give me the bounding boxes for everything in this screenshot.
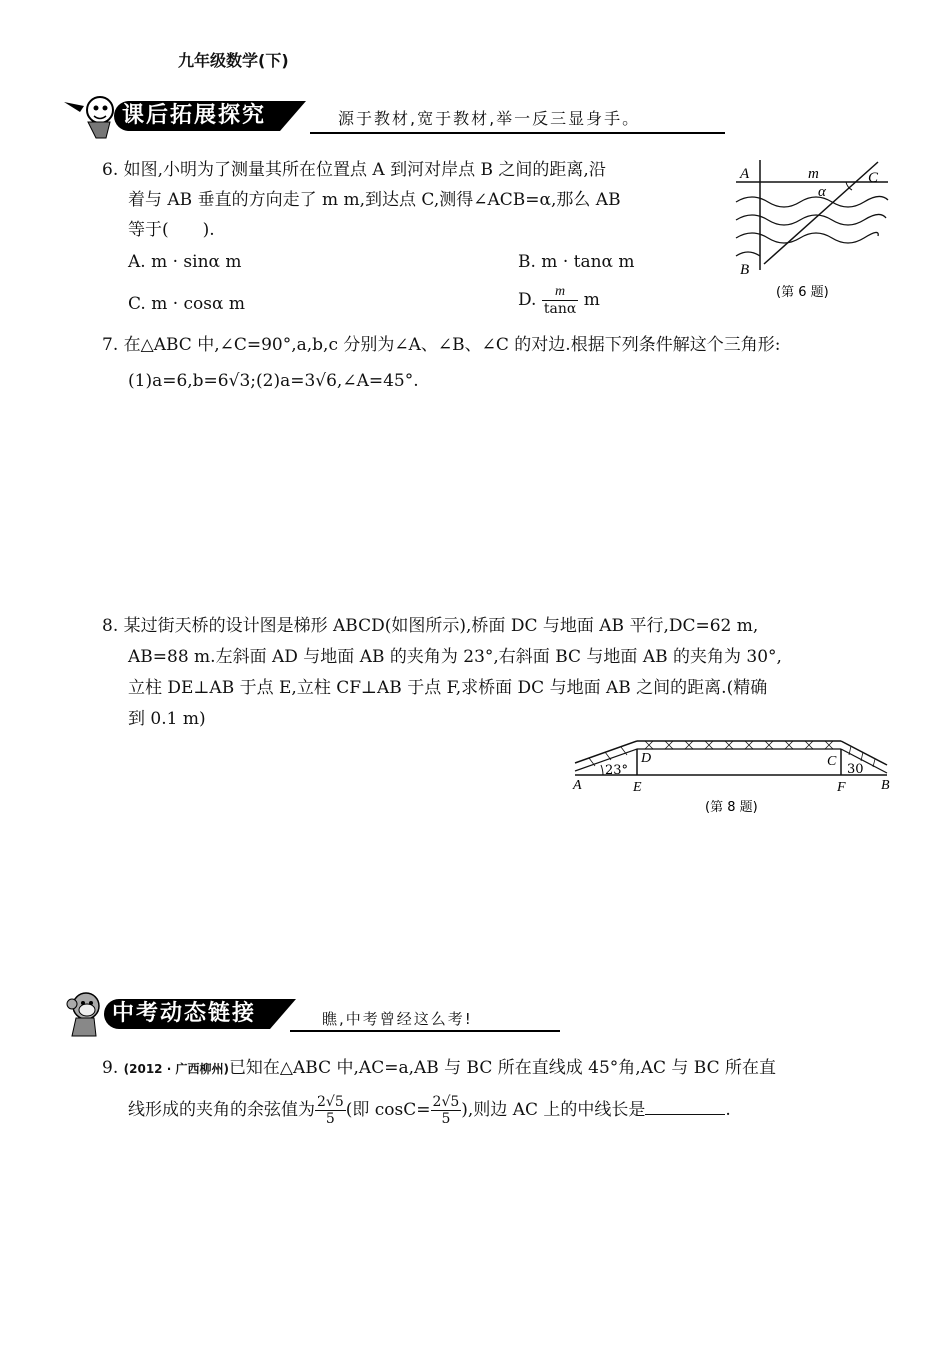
fig8-label-E: E (633, 780, 642, 795)
q9-text2c: ),则边 AC 上的中线长是 (461, 1100, 646, 1120)
page-header: 九年级数学(下) (178, 51, 289, 70)
q9-line1 (102, 1056, 776, 1081)
q9-number: 9. (102, 1058, 119, 1078)
banner-arrow (280, 101, 306, 131)
q9-text2d: . (725, 1100, 731, 1120)
fig8-label-C: C (827, 754, 837, 769)
q9-fraction-1: $\frac{2√5}{5}$ (317, 1094, 344, 1127)
q7-line1: 7. 在△ABC 中,∠C=90°,a,b,c 分别为∠A、∠B、∠C 的对边.根据下列条件解这个三角形: (102, 335, 781, 355)
q9-fraction-2: $\frac{2√5}{5}$ (432, 1094, 460, 1127)
section-banner-extension (60, 92, 680, 142)
q8-line1: 8. 某过街天桥的设计图是梯形 ABCD(如图所示),桥面 DC 与地面 AB 平行,DC=62 m, (102, 616, 759, 636)
section2-title: 中考动态链接 (104, 999, 270, 1029)
banner2-underline (290, 1030, 560, 1032)
figure-8-bridge (565, 735, 895, 820)
fig6-label-B: B (740, 262, 750, 278)
section2-slogan: 瞧,中考曾经这么考! (322, 1010, 473, 1028)
q8-line3: 立柱 DE⊥AB 于点 E,立柱 CF⊥AB 于点 F,求桥面 DC 与地面 AB 之间的距离.(精确 (128, 678, 768, 698)
fig8-caption: (第 8 题) (705, 800, 758, 815)
q9-line2 (128, 1094, 731, 1127)
q6-option-a: A. m · sinα m (128, 252, 242, 272)
fig6-caption: (第 6 题) (776, 285, 829, 300)
section-banner-exam (60, 988, 580, 1042)
q6-option-d (518, 284, 600, 317)
fig6-label-A: A (740, 166, 750, 182)
q8-line2: AB=88 m.左斜面 AD 与地面 AB 的夹角为 23°,右斜面 BC 与地面 AB 的夹角为 30°, (128, 647, 782, 667)
q6-option-b: B. m · tanα m (518, 252, 635, 272)
q8-line4: 到 0.1 m) (128, 709, 206, 729)
q9-answer-blank[interactable] (645, 1096, 725, 1115)
q7-line2: (1)a=6,b=6√3;(2)a=3√6,∠A=45°. (128, 371, 419, 391)
fig6-label-m: m (808, 166, 819, 182)
q6-line1: 6. 如图,小明为了测量其所在位置点 A 到河对岸点 B 之间的距离,沿 (102, 160, 606, 180)
fig8-angle-left: 23° (605, 763, 629, 778)
fig8-label-A: A (573, 778, 582, 793)
fig6-label-alpha: α (818, 184, 826, 200)
q6-option-c: C. m · cosα m (128, 294, 246, 314)
fig8-label-F: F (837, 780, 846, 795)
q9-text1: 已知在△ABC 中,AC=a,AB 与 BC 所在直线成 45°角,AC 与 BC 所在直 (228, 1058, 777, 1078)
q6-line2: 着与 AB 垂直的方向走了 m m,到达点 C,测得∠ACB=α,那么 AB (128, 190, 621, 210)
q9-text2a: 线形成的夹角的余弦值为 (128, 1100, 315, 1120)
section-slogan: 源于教材,宽于教材,举一反三显身手。 (338, 109, 641, 128)
q6-line3: 等于( ). (128, 220, 215, 240)
q6-option-d-label: D. (518, 290, 537, 310)
section-title: 课后拓展探究 (114, 101, 280, 131)
q6-option-d-unit: m (583, 290, 600, 310)
banner-underline (310, 132, 725, 134)
banner2-arrow (270, 999, 296, 1029)
q9-text2b: (即 cosC= (345, 1100, 431, 1120)
figure-6-river (728, 152, 898, 302)
q6-option-d-fraction: $\frac{m}{\tan\alpha}$ (543, 284, 577, 317)
fig8-label-D: D (641, 751, 652, 766)
mascot-icon (60, 92, 122, 142)
fig8-angle-right: 30 (847, 762, 864, 777)
fig6-label-C: C (868, 170, 879, 186)
q9-source: (2012 · 广西柳州) (123, 1062, 229, 1076)
fig8-label-B: B (881, 778, 890, 793)
